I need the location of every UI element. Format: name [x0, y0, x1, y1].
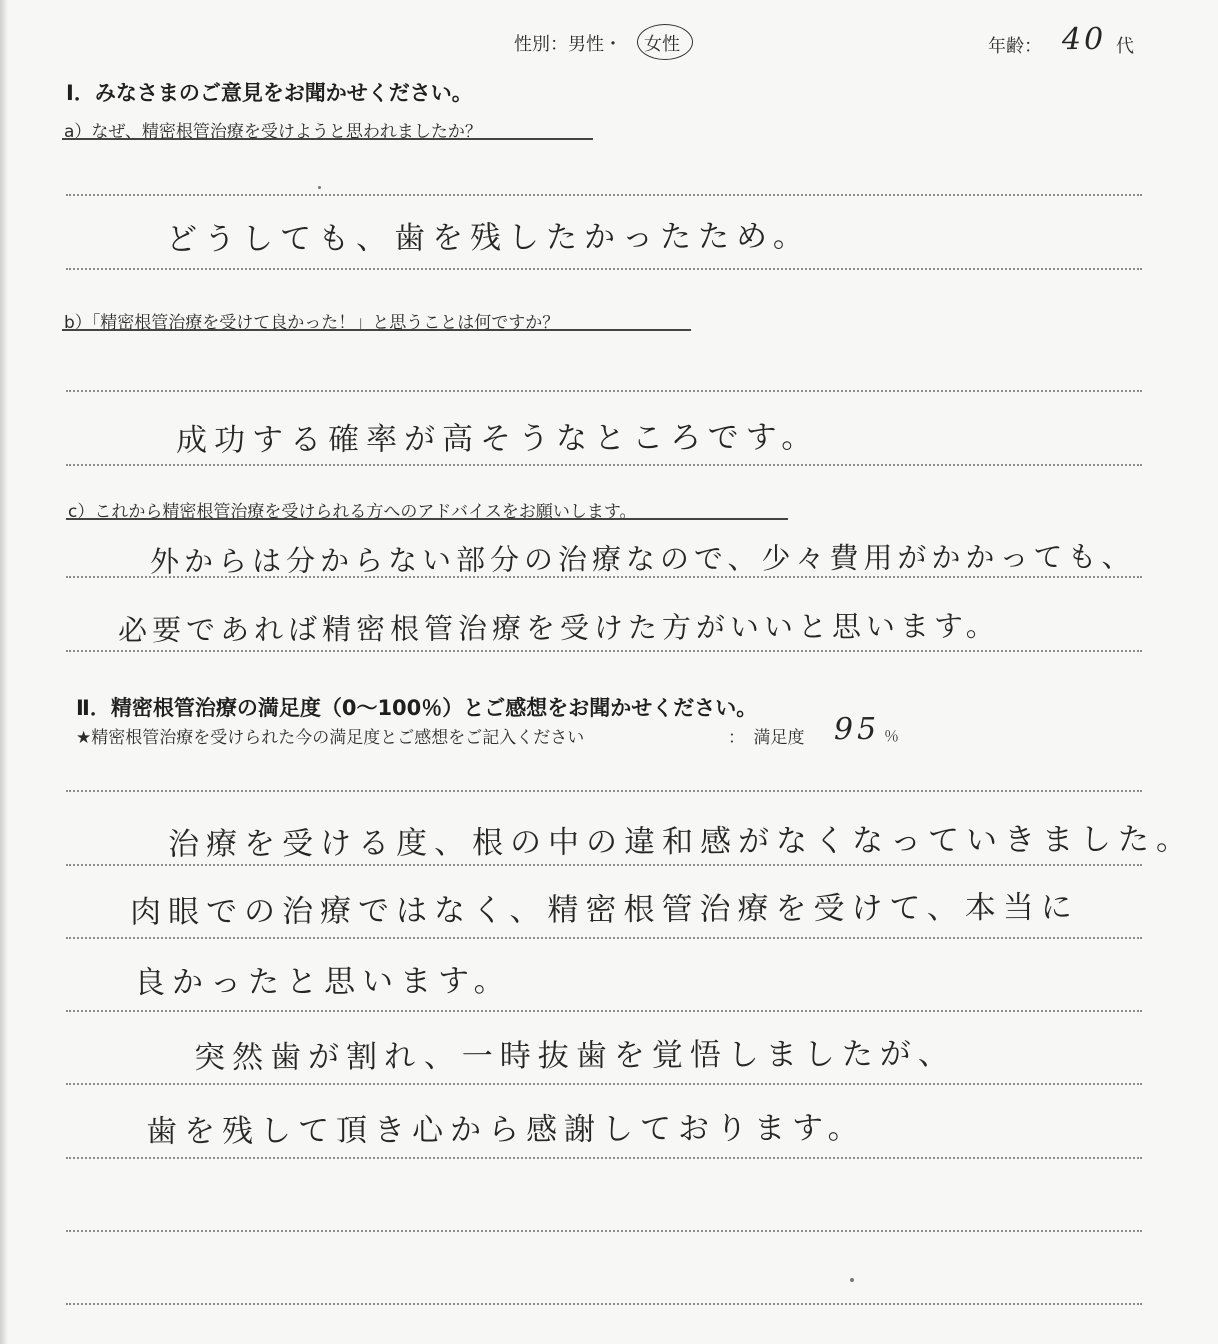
answer-a-rule-2 — [66, 268, 1142, 270]
comment-line-5: 歯を残して頂き心から感謝しております。 — [145, 1110, 866, 1150]
age-suffix: 代 — [1116, 36, 1134, 57]
comment-line-4: 突然歯が割れ、一時抜歯を覚悟しましたが、 — [193, 1036, 956, 1076]
comment-rule-1 — [66, 790, 1142, 792]
scan-edge-shadow — [0, 0, 8, 1344]
answer-b-rule-1 — [66, 390, 1142, 392]
gender-selected: 女性 — [644, 34, 680, 55]
question-b: b）「精密根管治療を受けて良かった！」と思うことは何ですか？ — [64, 313, 560, 333]
question-c-underline — [66, 518, 788, 520]
answer-c-rule-2 — [66, 650, 1142, 652]
age-value: 40 — [1061, 21, 1107, 58]
section2-title: Ⅱ．精密根管治療の満足度（0～100％）とご感想をお聞かせください。 — [76, 696, 758, 720]
answer-b-rule-2 — [66, 464, 1142, 466]
stray-mark — [318, 186, 321, 189]
answer-c-line-1: 外からは分からない部分の治療なので、少々費用がかかっても、 — [149, 539, 1136, 579]
question-a-underline — [62, 138, 593, 140]
comment-line-1: 治療を受ける度、根の中の違和感がなくなっていきました。 — [167, 821, 1195, 863]
gender-label: 性別：男性・ — [514, 34, 622, 55]
question-a: a）なぜ、精密根管治療を受けようと思われましたか？ — [64, 122, 482, 142]
satisfaction-unit: ％ — [884, 727, 900, 745]
answer-a-line-1: どうしても、歯を残したかったため。 — [165, 218, 811, 258]
age-label: 年齢： — [988, 36, 1042, 57]
stray-mark — [850, 1278, 854, 1282]
comment-rule-8 — [66, 1303, 1142, 1305]
comment-rule-5 — [66, 1083, 1142, 1085]
question-b-underline — [62, 329, 691, 331]
satisfaction-label: ： 満足度 — [728, 728, 805, 748]
comment-rule-2 — [66, 864, 1142, 866]
answer-c-line-2: 必要であれば精密根管治療を受けた方がいいと思います。 — [117, 608, 1000, 648]
comment-rule-4 — [66, 1010, 1142, 1012]
comment-line-2: 肉眼での治療ではなく、精密根管治療を受けて、本当に — [129, 889, 1079, 931]
comment-rule-6 — [66, 1157, 1142, 1159]
section2-instruction: ★精密根管治療を受けられた今の満足度とご感想をご記入ください — [76, 728, 585, 748]
section1-title: Ⅰ．みなさまのご意見をお聞かせください。 — [66, 81, 473, 105]
satisfaction-value: 95 — [833, 711, 881, 748]
comment-line-3: 良かったと思います。 — [133, 963, 512, 1001]
comment-rule-7 — [66, 1230, 1142, 1232]
answer-c-rule-1 — [66, 576, 1142, 578]
comment-rule-3 — [66, 937, 1142, 939]
answer-a-rule-1 — [66, 194, 1142, 196]
question-c: c）これから精密根管治療を受けられる方へのアドバイスをお願いします。 — [68, 502, 637, 522]
answer-b-line-1: 成功する確率が高そうなところです。 — [175, 419, 820, 459]
gender-selection-circle — [637, 24, 693, 60]
